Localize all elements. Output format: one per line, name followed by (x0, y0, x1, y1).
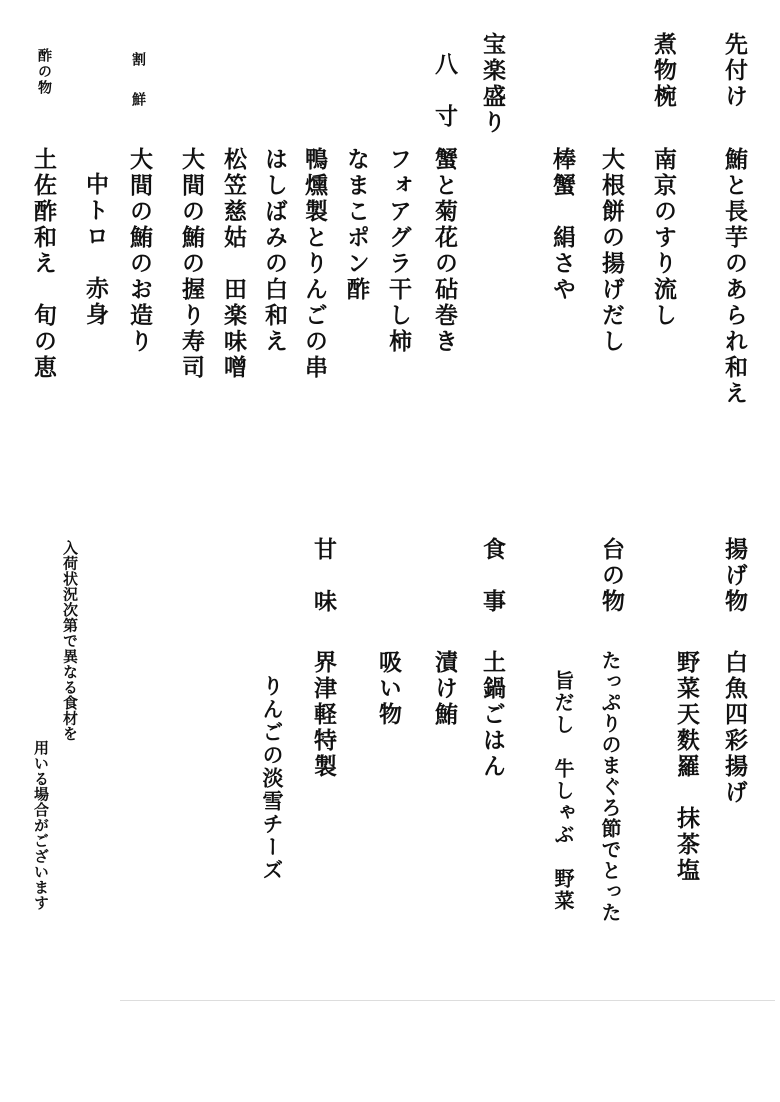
ingredient-note-line-1: 入荷状況次第で異なる食材を (61, 540, 79, 742)
dish-kanmi-2: りんごの淡雪チーズ (260, 675, 285, 882)
dish-shokuji-1: 土鍋ごはん (479, 650, 506, 780)
course-label-kanmi: 甘 味 (310, 537, 337, 615)
course-label-sakizuke: 先付け (721, 32, 748, 110)
course-label-nimonowan: 煮物椀 (650, 32, 677, 110)
course-label-shokuji: 食 事 (479, 537, 506, 615)
hassun-item-5: はしばみの白和え (261, 147, 288, 355)
dish-agemono-1: 白魚四彩揚げ (721, 650, 748, 806)
dish-nimonowan-3: 棒蟹 絹さや (549, 147, 576, 303)
dish-kanmi-1: 界津軽特製 (310, 650, 337, 780)
hassun-item-4: 鴨燻製とりんごの串 (301, 147, 328, 381)
course-sublabel-hassun: 八 寸 (431, 52, 458, 130)
dish-shokuji-2: 漬け鮪 (431, 650, 458, 728)
dish-sunomono: 土佐酢和え 旬の恵 (30, 147, 57, 381)
dish-nimonowan-2: 大根餅の揚げだし (598, 147, 625, 355)
dish-dainomono-2: 旨だし 牛しゃぶ 野菜 (551, 670, 575, 912)
dish-kappou-2: 中トロ 赤身 (82, 172, 109, 328)
course-label-sunomono: 酢の物 (36, 48, 52, 96)
dish-shokuji-3: 吸い物 (375, 650, 402, 728)
hassun-item-7: 大間の鮪の握り寿司 (178, 147, 205, 381)
course-label-horakumori: 宝楽盛り (479, 32, 506, 136)
page-divider (120, 1000, 775, 1001)
dish-kappou-1: 大間の鮪のお造り (126, 147, 153, 355)
ingredient-note-line-2: 用いる場合がございます (32, 740, 50, 911)
course-label-kappou: 割 鮮 (130, 52, 146, 112)
hassun-item-2: フォアグラ干し柿 (385, 147, 412, 355)
hassun-item-1: 蟹と菊花の砧巻き (431, 147, 458, 355)
hassun-item-6: 松笠慈姑 田楽味噌 (220, 147, 247, 381)
course-label-dainomono: 台の物 (598, 537, 625, 615)
dish-nimonowan-1: 南京のすり流し (650, 147, 677, 329)
dish-dainomono-1: たっぷりのまぐろ節でとった (598, 650, 622, 923)
dish-sakizuke: 鮪と長芋のあられ和え (721, 147, 748, 407)
hassun-item-3: なまこポン酢 (343, 147, 370, 303)
course-label-agemono: 揚げ物 (721, 537, 748, 615)
dish-agemono-2: 野菜天麩羅 抹茶塩 (673, 650, 700, 884)
